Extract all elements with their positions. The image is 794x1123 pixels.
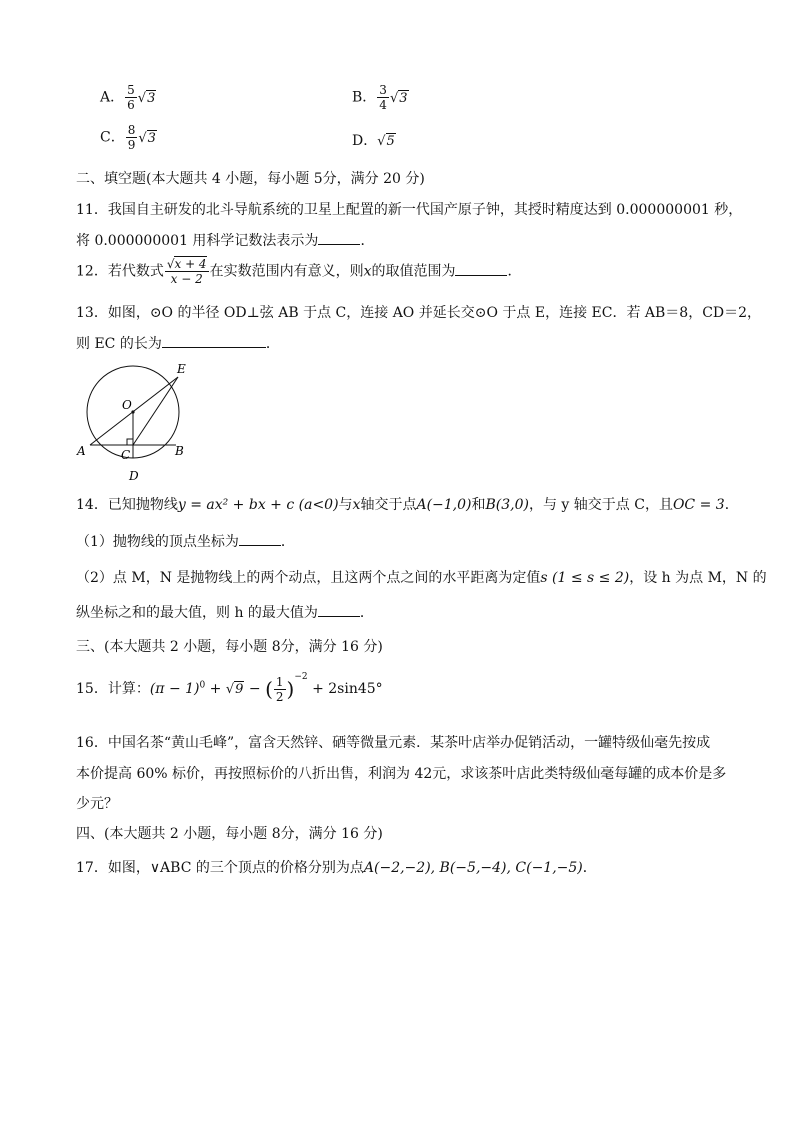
- center-dot: [131, 410, 134, 413]
- label-b: B: [175, 444, 184, 458]
- q14-line1: 14．已知抛物线y = ax² + bx + c (a<0)与x轴交于点A(−1,0)和B(3,0)，与 y 轴交于点 C，且OC = 3．: [76, 497, 739, 513]
- q14-p1-answer-blank: [239, 533, 281, 546]
- q13-circle-figure: [72, 362, 202, 488]
- option-d-radical: √5: [377, 134, 395, 149]
- option-b: B． $\frac{3}{4}$ √3: [352, 83, 408, 112]
- q15-radical: √9: [225, 682, 244, 697]
- right-angle-mark: [127, 439, 133, 445]
- q12-answer-blank: [455, 263, 507, 276]
- q14-part2-line2: 纵坐标之和的最大值，则 h 的最大值为 ．: [76, 605, 374, 621]
- label-o: O: [122, 398, 132, 412]
- option-c-fraction: $\frac{8}{9}$: [127, 123, 136, 152]
- q12-line: 12．若代数式 $\frac{√x + 4}{x - 2}$ 在实数范围内有意义，则x的取值范围为 ．: [76, 257, 522, 286]
- q11-line1: 11．我国自主研发的北斗导航系统的卫星上配置的新一代国产原子钟，其授时精度达到 0.000000001 秒，: [76, 202, 743, 218]
- q15-fraction: $\frac{1}{2}$: [275, 674, 284, 704]
- option-b-fraction: $\frac{3}{4}$: [379, 83, 387, 112]
- q11-line2: 将 0.000000001 用科学记数法表示为 ．: [76, 233, 375, 249]
- q15-line: 15．计算：$(\pi - 1)^0 + √9$ − ( $\frac{1}{2}$ )$^{-2}$ + 2sin45°: [76, 672, 383, 704]
- q17-line: 17．如图，∨ABC 的三个顶点的价格分别为点A(−2,−2), B(−5,−4), C(−1,−5)．: [76, 860, 597, 876]
- label-d: D: [129, 469, 139, 483]
- segment-ec: [133, 377, 178, 445]
- option-a: A． $\frac{5}{6}$ √3: [100, 83, 156, 112]
- section-3-title: 三、(本大题共 2 小题，每小题 8分，满分 16 分): [76, 639, 383, 655]
- q16-line1: 16．中国名茶“黄山毛峰”，富含天然锌、硒等微量元素．某茶叶店举办促销活动，一罐特级仙毫先按成: [76, 735, 711, 751]
- q16-line3: 少元？: [76, 796, 118, 812]
- q13-answer-blank: [162, 335, 266, 348]
- q16-line2: 本价提高 60% 标价，再按照标价的八折出售，利润为 42元，求该茶叶店此类特级仙毫每罐的成本价是多: [76, 766, 727, 782]
- q13-line2: 则 EC 的长为 ．: [76, 336, 280, 352]
- section-4-title: 四、(本大题共 2 小题，每小题 8分，满分 16 分): [76, 826, 383, 842]
- option-a-fraction: $\frac{5}{6}$: [127, 83, 135, 112]
- label-a: A: [77, 444, 86, 458]
- option-d: D．√5: [352, 133, 395, 149]
- q14-p2-answer-blank: [318, 604, 360, 617]
- q14-part1: （1）抛物线的顶点坐标为 ．: [76, 534, 295, 550]
- option-a-radical: √3: [137, 90, 156, 106]
- option-c: C． $\frac{8}{9}$ √3: [100, 123, 156, 152]
- section-2-title: 二、填空题(本大题共 4 小题，每小题 5分，满分 20 分): [76, 171, 425, 187]
- q14-part2-line1: （2）点 M，N 是抛物线上的两个动点，且这两个点之间的水平距离为定值s (1 ≤ s ≤ 2)，设 h 为点 M，N 的: [76, 570, 767, 586]
- option-b-radical: √3: [389, 90, 408, 106]
- q13-line1: 13．如图，⊙O 的半径 OD⊥弦 AB 于点 C，连接 AO 并延长交⊙O 于点 E，连接 EC．若 AB＝8，CD＝2，: [76, 305, 762, 321]
- label-e: E: [177, 362, 186, 376]
- q11-answer-blank: [318, 232, 360, 245]
- label-c: C: [121, 448, 131, 462]
- option-c-radical: √3: [138, 130, 156, 146]
- q12-fraction: $\frac{√x + 4}{x - 2}$: [166, 257, 207, 286]
